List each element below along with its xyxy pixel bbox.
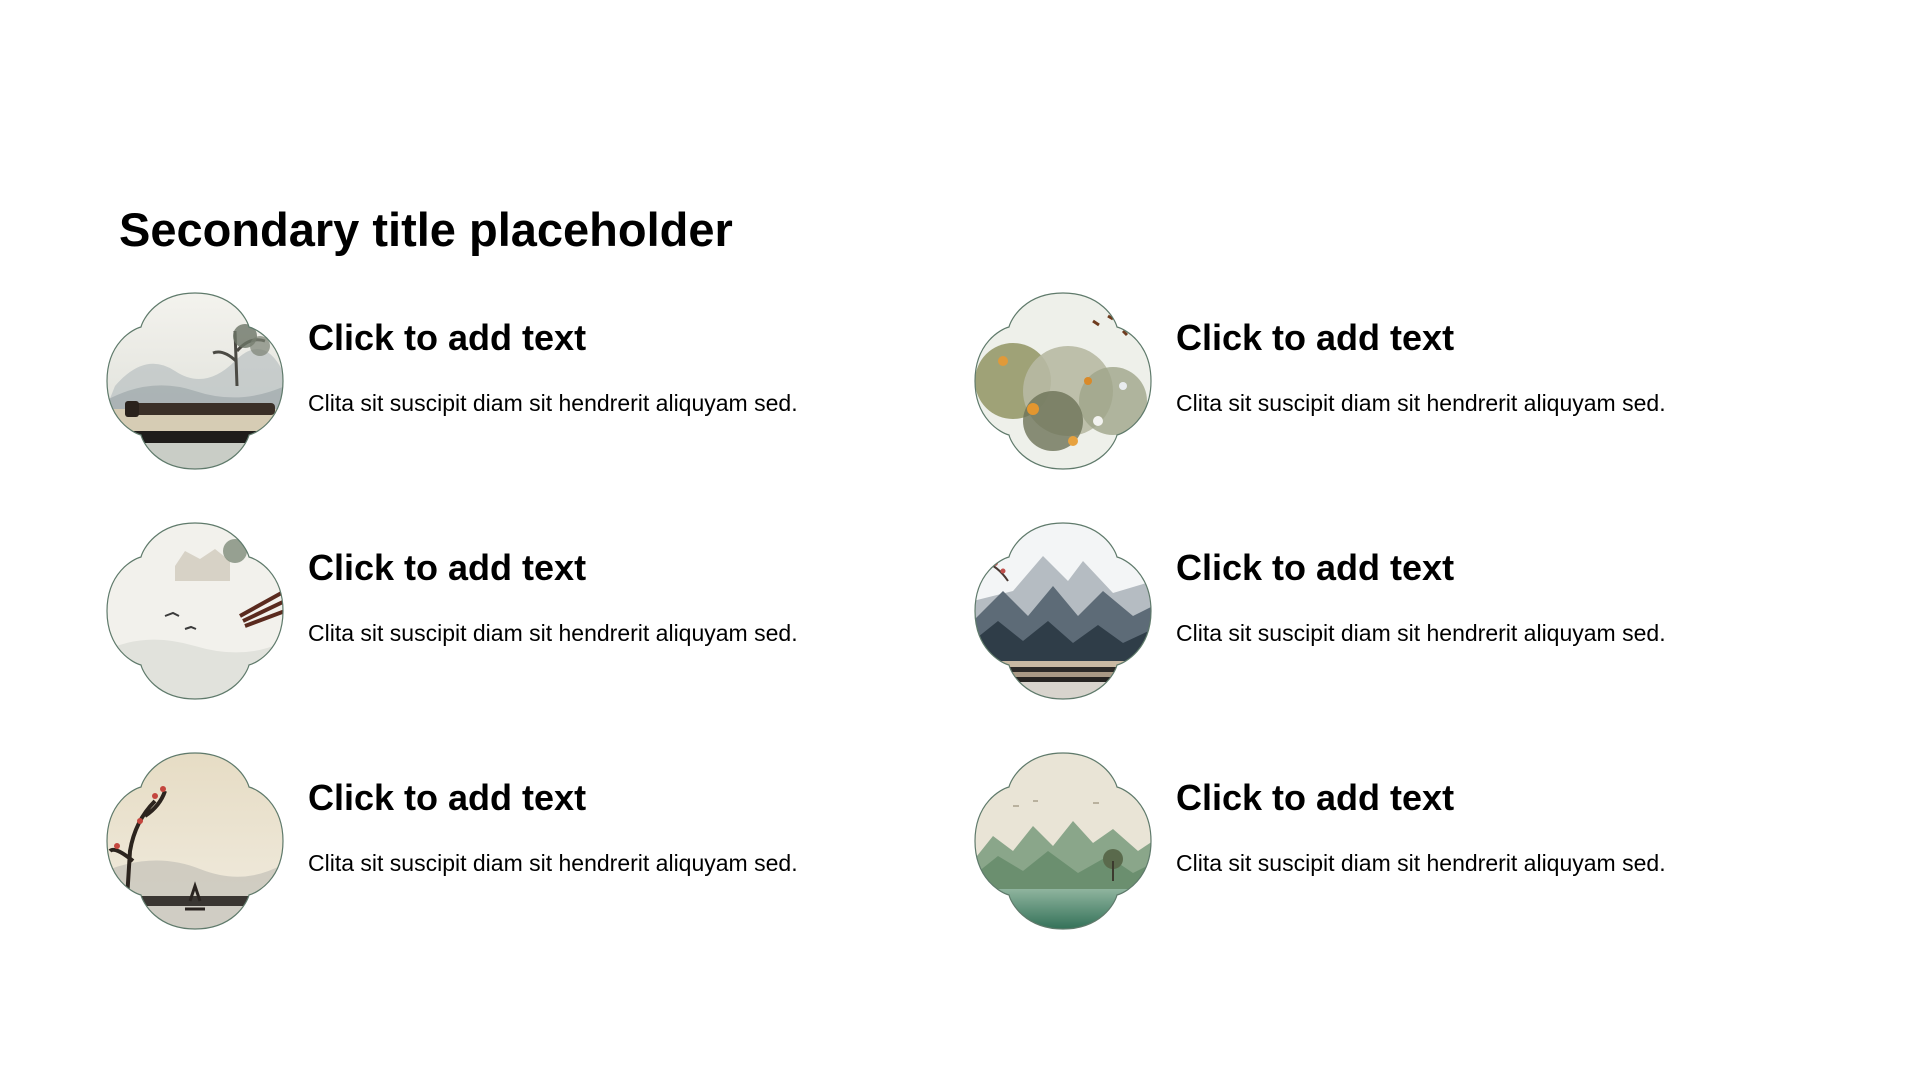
green-mountains-image [973,751,1153,931]
plum-blossom-image [105,751,285,931]
content-item-4 [973,521,1833,701]
item-heading-3[interactable]: Click to add text [308,547,587,588]
item-heading-5[interactable]: Click to add text [308,777,587,818]
misty-landscape-image [105,291,285,471]
content-item-1 [105,291,965,471]
item-image-1[interactable] [105,291,285,471]
item-body-5[interactable]: Clita sit suscipit diam sit hendrerit aliquyam sed. [308,850,798,876]
item-body-1[interactable]: Clita sit suscipit diam sit hendrerit aliquyam sed. [308,390,798,416]
content-item-5 [105,751,965,931]
item-image-3[interactable] [105,521,285,701]
item-image-6[interactable] [973,751,1153,931]
page-title[interactable]: Secondary title placeholder [119,203,733,256]
item-image-5[interactable] [105,751,285,931]
item-body-2[interactable]: Clita sit suscipit diam sit hendrerit aliquyam sed. [1176,390,1666,416]
content-item-6 [973,751,1833,931]
item-heading-4[interactable]: Click to add text [1176,547,1455,588]
item-body-4[interactable]: Clita sit suscipit diam sit hendrerit aliquyam sed. [1176,620,1666,646]
content-item-2 [973,291,1833,471]
floral-garden-image [973,291,1153,471]
foggy-hills-image [105,521,285,701]
item-image-4[interactable] [973,521,1153,701]
item-heading-1[interactable]: Click to add text [308,317,587,358]
ink-mountains-image [973,521,1153,701]
item-body-3[interactable]: Clita sit suscipit diam sit hendrerit aliquyam sed. [308,620,798,646]
item-heading-2[interactable]: Click to add text [1176,317,1455,358]
item-body-6[interactable]: Clita sit suscipit diam sit hendrerit aliquyam sed. [1176,850,1666,876]
item-heading-6[interactable]: Click to add text [1176,777,1455,818]
content-item-3 [105,521,965,701]
item-image-2[interactable] [973,291,1153,471]
